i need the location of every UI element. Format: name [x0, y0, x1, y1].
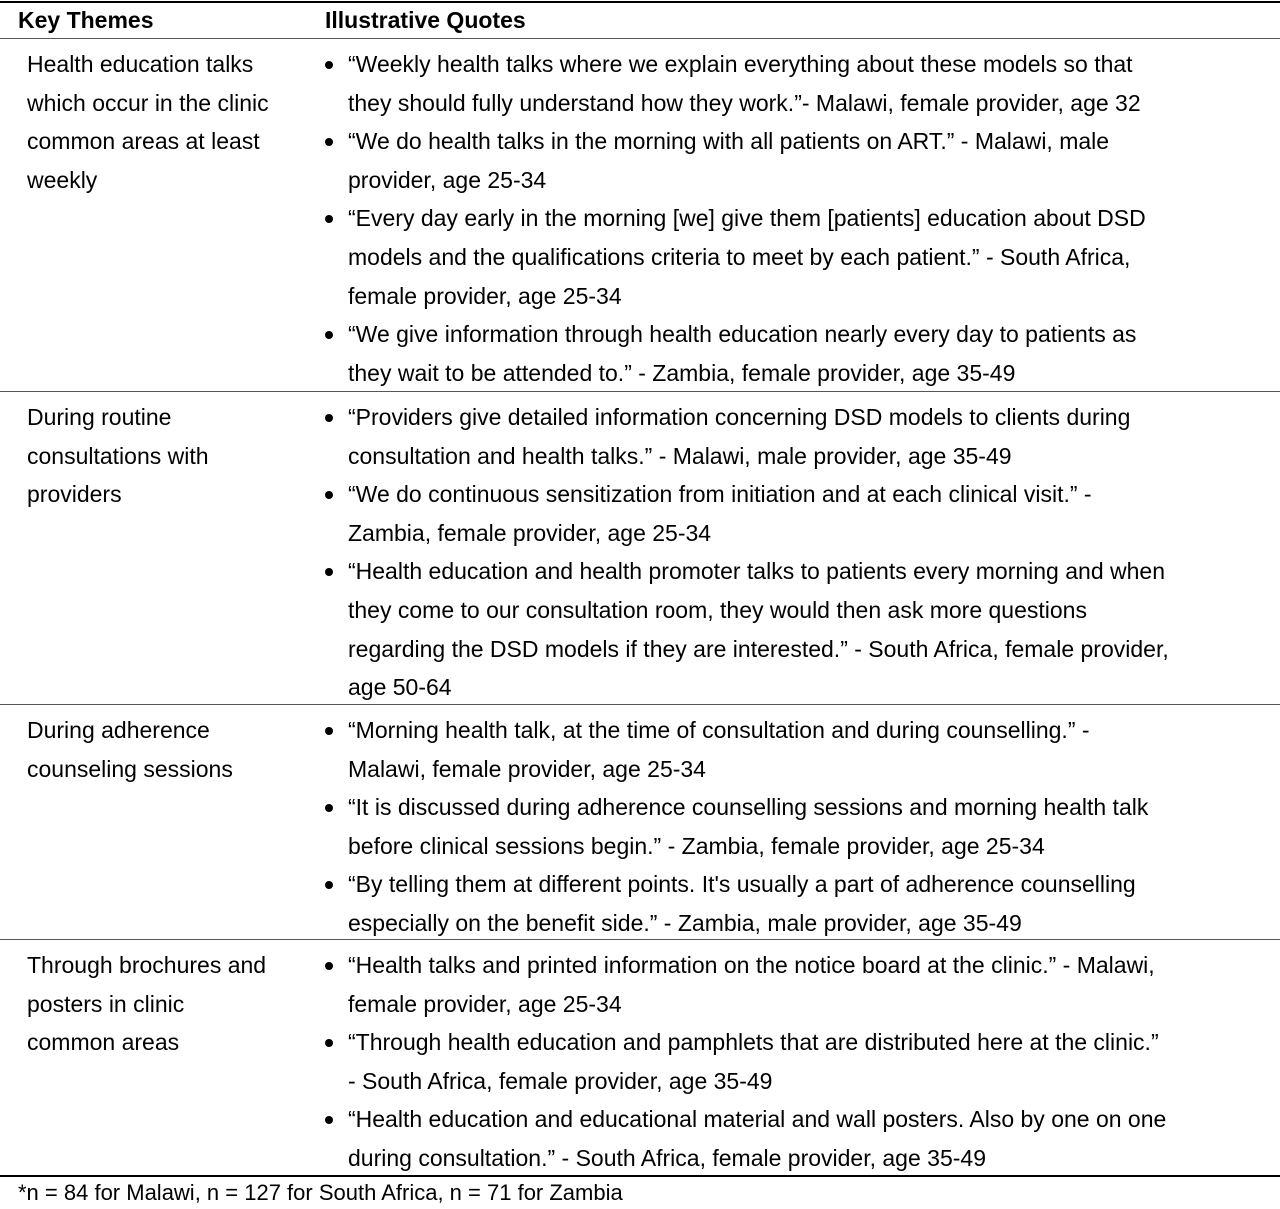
quote-text: “Health education and health promoter talks to patients every morning and when they come to our consultation room, they would then ask more questions regarding the DSD models if they are interested.” - South Africa, female provider, age 50-64: [348, 558, 1169, 701]
list-item: [348, 45, 1273, 122]
quote-text: “We do continuous sensitization from initiation and at each clinical visit.” - Zambia, female provider, age 25-34: [348, 481, 1092, 546]
quote-text: “Health talks and printed information on the notice board at the clinic.” - Malawi, female provider, age 25-34: [348, 952, 1155, 1017]
list-item: [348, 865, 1273, 942]
quote-text: “Weekly health talks where we explain everything about these models so that they should fully understand how they work.”- Malawi, female provider, age 32: [348, 51, 1141, 116]
list-item: [348, 315, 1273, 392]
bullet-icon: [325, 962, 333, 970]
quote-list: [348, 398, 1273, 707]
bullet-icon: [325, 331, 333, 339]
table-top-rule: [0, 1, 1280, 3]
table-row: [0, 39, 1280, 391]
table-bottom-rule: [0, 1175, 1280, 1177]
quote-text: “Providers give detailed information concerning DSD models to clients during consultation and health talks.” - Malawi, male provider, age 35-49: [348, 404, 1131, 469]
table-row: [0, 392, 1280, 704]
list-item: [348, 552, 1273, 706]
quote-text: “We do health talks in the morning with all patients on ART.” - Malawi, male provider, age 25-34: [348, 128, 1110, 193]
quote-text: “Through health education and pamphlets that are distributed here at the clinic.” - South Africa, female provider, age 35-49: [348, 1029, 1159, 1094]
theme-cell: Health education talks which occur in the clinic common areas at least weekly: [27, 51, 269, 193]
list-item: [348, 1023, 1273, 1100]
table-row: [0, 940, 1280, 1174]
table-row: [0, 705, 1280, 939]
quote-text: “It is discussed during adherence counselling sessions and morning health talk before clinical sessions begin.” - Zambia, female provider, age 25-34: [348, 794, 1149, 859]
bullet-icon: [325, 727, 333, 735]
theme-cell: During adherence counseling sessions: [27, 717, 233, 782]
quote-list: [348, 711, 1273, 943]
list-item: [348, 122, 1273, 199]
theme-cell: Through brochures and posters in clinic common areas: [27, 952, 267, 1056]
column-header-key-themes: Key Themes: [18, 7, 154, 33]
list-item: [348, 475, 1273, 552]
bullet-icon: [325, 1116, 333, 1124]
bullet-icon: [325, 1039, 333, 1047]
quote-text: “Every day early in the morning [we] give them [patients] education about DSD models and the qualifications criteria to meet by each patient.” - South Africa, female provider, age 25-34: [348, 205, 1146, 309]
column-header-illustrative-quotes: Illustrative Quotes: [325, 7, 526, 33]
list-item: [348, 398, 1273, 475]
bullet-icon: [325, 138, 333, 146]
list-item: [348, 788, 1273, 865]
list-item: [348, 1100, 1273, 1177]
bullet-icon: [325, 61, 333, 69]
bullet-icon: [325, 414, 333, 422]
quote-text: “Morning health talk, at the time of consultation and during counselling.” - Malawi, female provider, age 25-34: [348, 717, 1090, 782]
theme-cell: During routine consultations with providers: [27, 404, 209, 508]
list-item: [348, 946, 1273, 1023]
bullet-icon: [325, 568, 333, 576]
quote-text: “By telling them at different points. It's usually a part of adherence counselling especially on the benefit side.” - Zambia, male provider, age 35-49: [348, 871, 1136, 936]
quote-list: [348, 946, 1273, 1178]
bullet-icon: [325, 491, 333, 499]
table-footnote: *n = 84 for Malawi, n = 127 for South Africa, n = 71 for Zambia: [18, 1180, 623, 1205]
quote-text: “We give information through health education nearly every day to patients as they wait to be attended to.” - Zambia, female provider, age 35-49: [348, 321, 1137, 386]
bullet-icon: [325, 804, 333, 812]
bullet-icon: [325, 881, 333, 889]
list-item: [348, 711, 1273, 788]
bullet-icon: [325, 215, 333, 223]
list-item: [348, 199, 1273, 315]
quote-list: [348, 45, 1273, 392]
quote-text: “Health education and educational material and wall posters. Also by one on one during consultation.” - South Africa, female provider, age 35-49: [348, 1106, 1167, 1171]
